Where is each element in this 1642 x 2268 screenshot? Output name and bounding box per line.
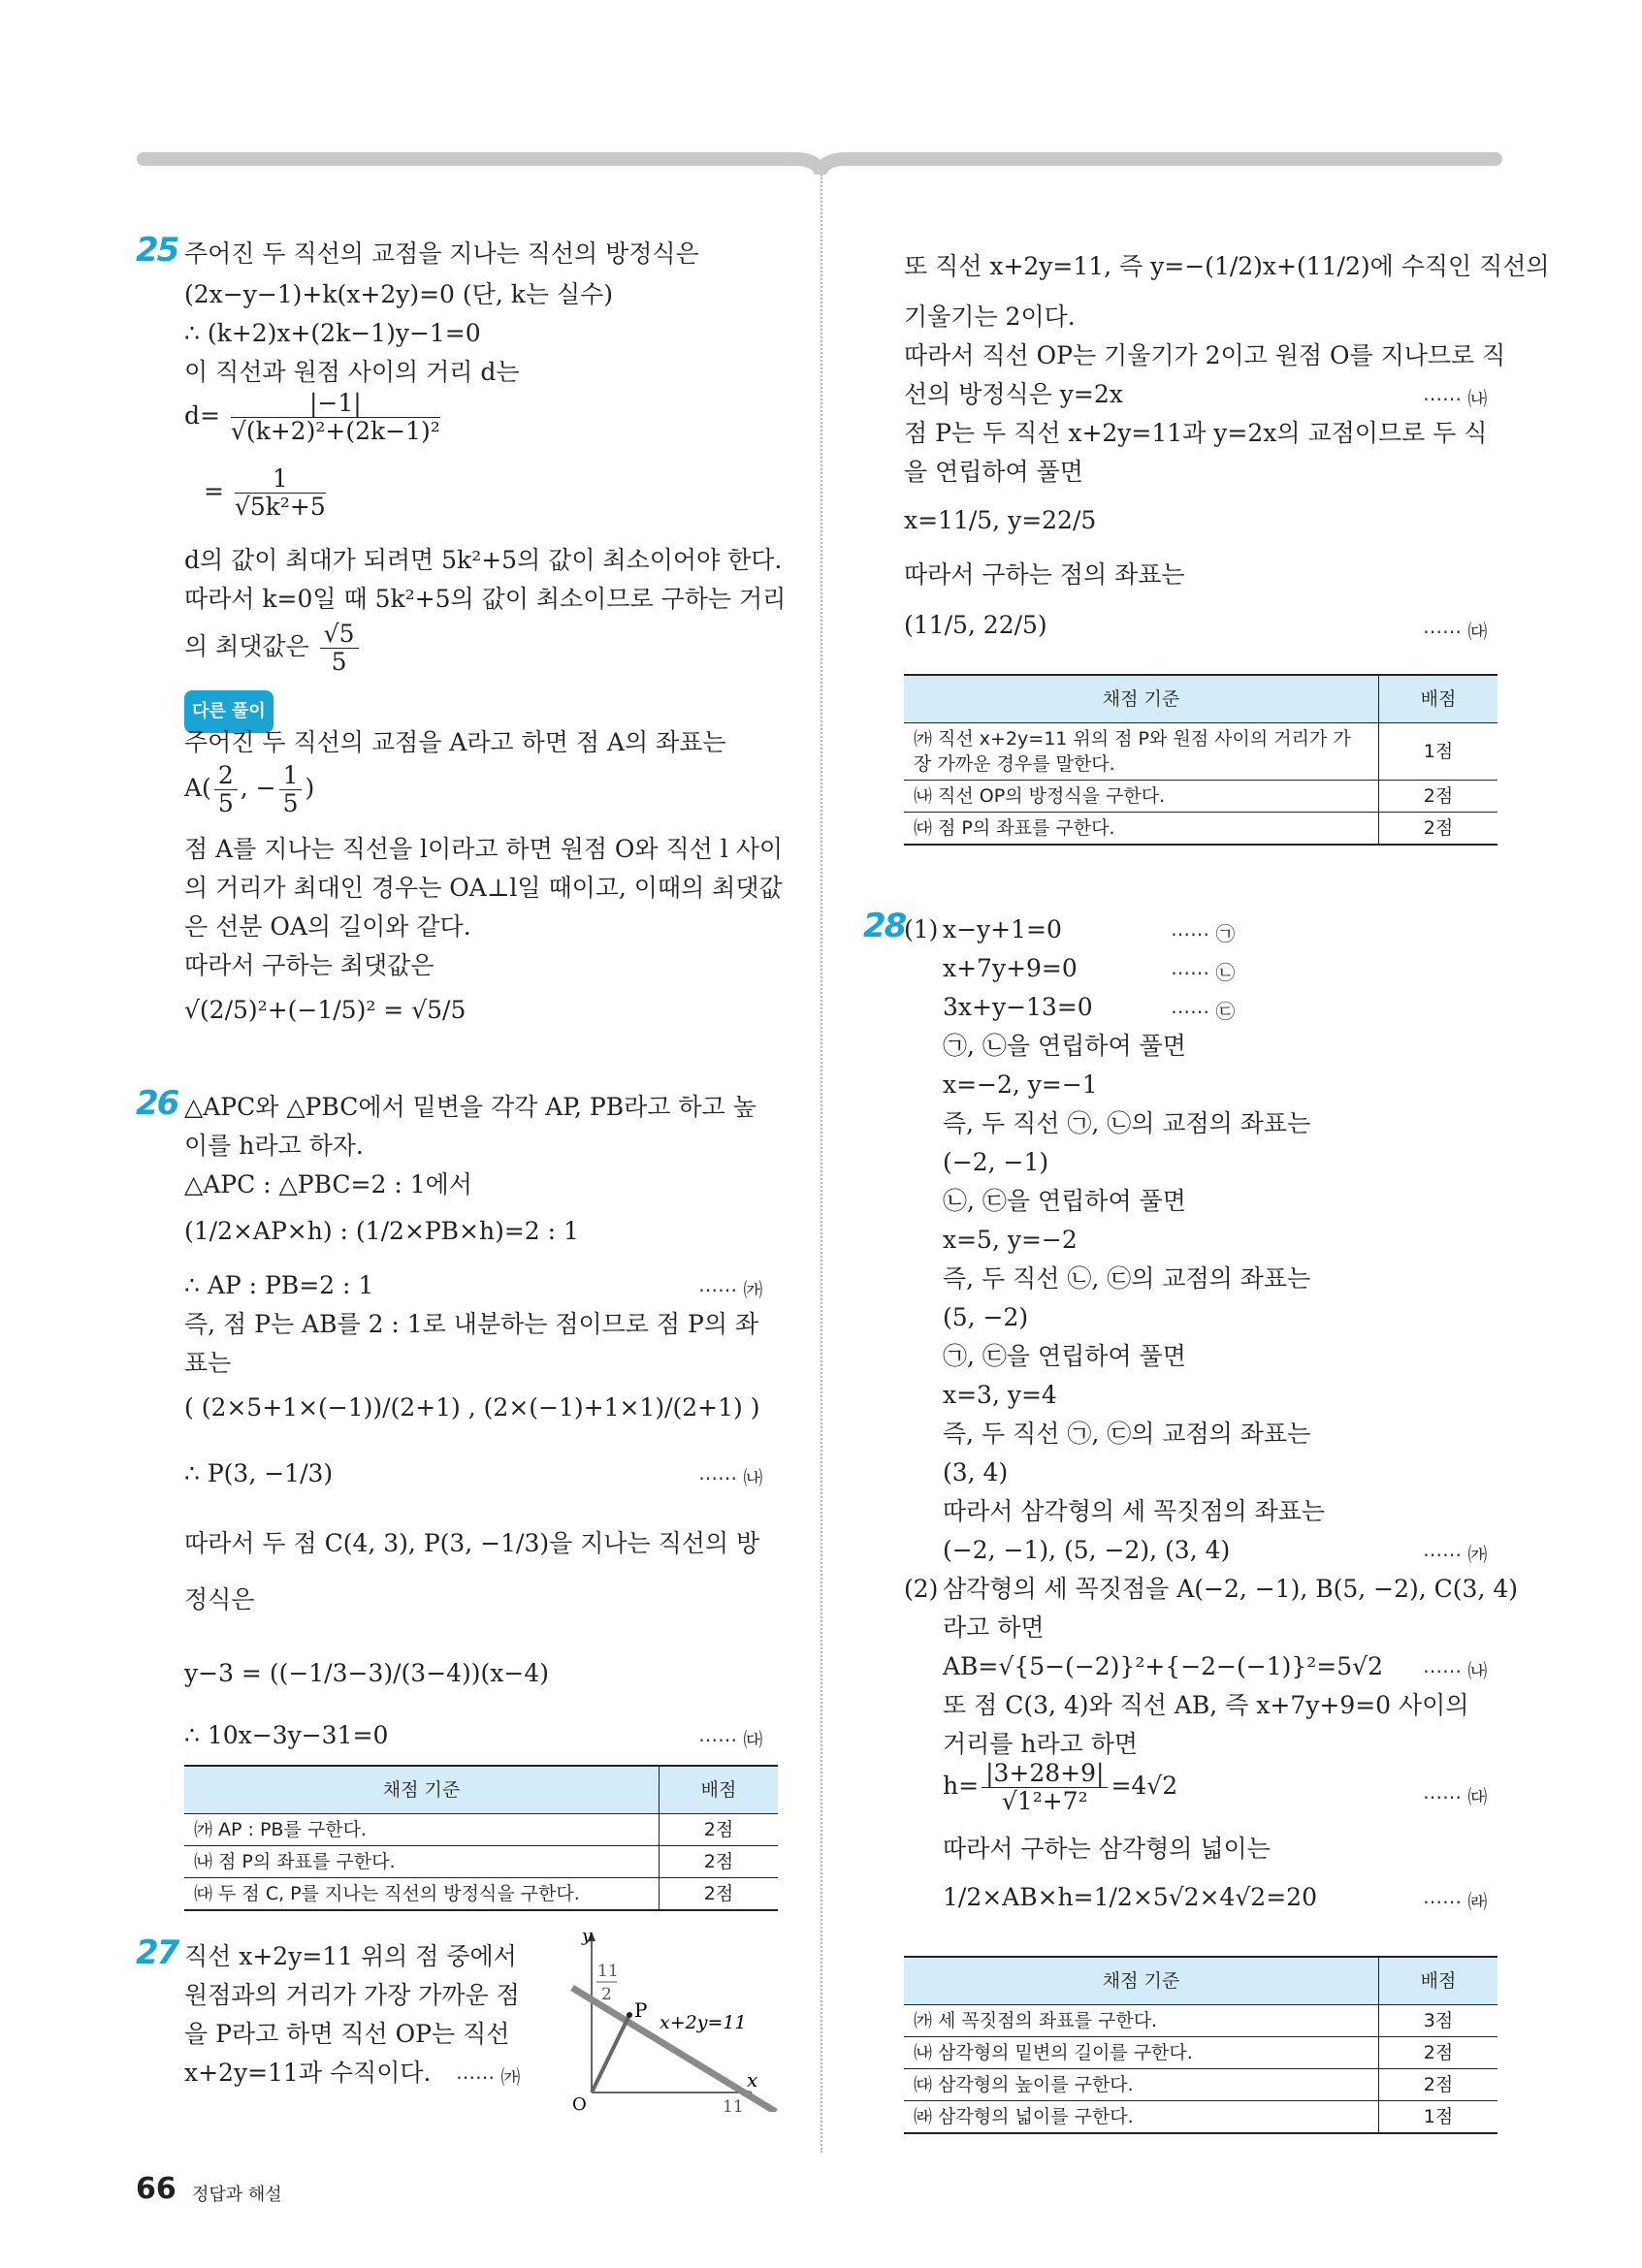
a2-f2-num: 1 bbox=[279, 762, 303, 790]
d-lhs: d= bbox=[184, 401, 220, 430]
points-cell: 2점 bbox=[660, 1814, 779, 1846]
q25-line-2: (2x−y−1)+k(x+2y)=0 (단, k는 실수) bbox=[184, 280, 614, 308]
a2-mid: , − bbox=[240, 774, 276, 802]
q25-line-6: 따라서 k=0일 때 5k²+5의 값이 최소이므로 구하는 거리 bbox=[184, 585, 787, 613]
table-row bbox=[904, 2005, 1497, 2037]
a2-f2-den: 5 bbox=[282, 789, 299, 817]
h-rhs: =4√2 bbox=[1111, 1772, 1178, 1800]
q28-eq-2: x+7y+9=0 bbox=[943, 954, 1078, 982]
table-row bbox=[904, 2037, 1497, 2069]
points-cell: 2점 bbox=[1379, 2069, 1498, 2101]
q27-line-3: 을 P라고 하면 직선 OP는 직선 bbox=[184, 2020, 510, 2048]
q28-mark-da: ⋯⋯ ㈐ bbox=[1423, 1785, 1488, 1808]
q28-step-1: ㉠, ㉡을 연립하여 풀면 bbox=[943, 1032, 1186, 1060]
q25-answer-line bbox=[184, 621, 362, 676]
q28-part2-line-5: 거리를 h라고 하면 bbox=[943, 1730, 1139, 1758]
q28-step-7: 즉, 두 직선 ㉡, ㉢의 교점의 좌표는 bbox=[943, 1264, 1311, 1293]
q28-step-8: (5, −2) bbox=[943, 1303, 1029, 1331]
column-divider bbox=[821, 175, 822, 2153]
q28-part2-line-2: 라고 하면 bbox=[943, 1613, 1045, 1642]
table-row bbox=[184, 1878, 778, 1911]
q26-line-11: 정식은 bbox=[184, 1585, 255, 1613]
q25-distance-formula bbox=[184, 390, 443, 445]
points-cell: 1점 bbox=[1379, 723, 1498, 781]
q28-part2-line-4: 또 점 C(3, 4)와 직선 AB, 즉 x+7y+9=0 사이의 bbox=[943, 1691, 1469, 1719]
h-fraction bbox=[982, 1760, 1108, 1815]
y-intercept-denominator: 2 bbox=[601, 1985, 612, 2004]
a2-f1-num: 2 bbox=[214, 762, 238, 790]
d-denominator: √(k+2)²+(2k−1)² bbox=[230, 417, 440, 445]
q26-line-1: △APC와 △PBC에서 밑변을 각각 AP, PB라고 하고 높 bbox=[184, 1093, 757, 1121]
q27-line-1: 직선 x+2y=11 위의 점 중에서 bbox=[184, 1942, 517, 1970]
q26-mark-na: ⋯⋯ ㈏ bbox=[698, 1466, 763, 1489]
q27-scoring-table bbox=[904, 674, 1497, 846]
points-cell: 2점 bbox=[1379, 781, 1498, 813]
q26-line-13: ∴ 10x−3y−31=0 bbox=[184, 1721, 389, 1749]
criteria-cell: ㈎ 세 꼭짓점의 좌표를 구한다. bbox=[904, 2005, 1379, 2037]
q28-part2-line-1: 삼각형의 세 꼭짓점을 A(−2, −1), B(5, −2), C(3, 4) bbox=[943, 1575, 1519, 1603]
q28-step-4: (−2, −1) bbox=[943, 1148, 1049, 1176]
q26-line-4: (1/2×AP×h) : (1/2×PB×h)=2 : 1 bbox=[184, 1217, 579, 1245]
q28-step-5: ㉡, ㉢을 연립하여 풀면 bbox=[943, 1187, 1186, 1215]
points-cell: 1점 bbox=[1379, 2101, 1498, 2134]
criteria-cell: ㈏ 직선 OP의 방정식을 구한다. bbox=[904, 781, 1379, 813]
alt-line-1: 주어진 두 직선의 교점을 A라고 하면 점 A의 좌표는 bbox=[184, 728, 726, 756]
q28-mark-ga: ⋯⋯ ㈎ bbox=[1423, 1543, 1488, 1566]
e2-lhs: = bbox=[204, 477, 224, 505]
q28-part-1: (1) bbox=[904, 915, 939, 943]
question-number-25: 25 bbox=[136, 231, 178, 270]
q26-line-2: 이를 h라고 하자. bbox=[184, 1132, 364, 1160]
alt-line-4: 의 거리가 최대인 경우는 OA⊥l일 때이고, 이때의 최댓값 bbox=[184, 874, 783, 902]
q28-label-3: ⋯⋯ ㉢ bbox=[1171, 1000, 1236, 1023]
q26-line-5: ∴ AP : PB=2 : 1 bbox=[184, 1271, 374, 1299]
a2-f1-den: 5 bbox=[217, 789, 234, 817]
q26-mark-da: ⋯⋯ ㈐ bbox=[698, 1728, 763, 1751]
answer-numerator: √5 bbox=[320, 621, 359, 649]
q25-answer bbox=[320, 621, 359, 676]
q26-line-7: 표는 bbox=[184, 1349, 232, 1377]
q26-line-9: ∴ P(3, −1/3) bbox=[184, 1459, 334, 1487]
q28-label-2: ⋯⋯ ㉡ bbox=[1171, 961, 1236, 984]
q28-step-9: ㉠, ㉢을 연립하여 풀면 bbox=[943, 1342, 1186, 1370]
q27-line-2: 원점과의 거리가 가장 가까운 점 bbox=[184, 1981, 520, 2009]
table-row bbox=[904, 813, 1497, 846]
q28-step-14: (−2, −1), (5, −2), (3, 4) bbox=[943, 1536, 1231, 1564]
table-header bbox=[904, 1957, 1497, 2005]
q26-line-8: ( (2×5+1×(−1))/(2+1) , (2×(−1)+1×1)/(2+1) ) bbox=[184, 1393, 760, 1421]
q27-right-line-1: 또 직선 x+2y=11, 즉 y=−(1/2)x+(11/2)에 수직인 직선의 bbox=[904, 252, 1550, 280]
q26-line-10: 따라서 두 점 C(4, 3), P(3, −1/3)을 지나는 직선의 방 bbox=[184, 1529, 760, 1557]
h-numerator: |3+28+9| bbox=[982, 1760, 1108, 1788]
table-row bbox=[184, 1814, 778, 1846]
q28-scoring-table bbox=[904, 1956, 1497, 2134]
criteria-header: 채점 기준 bbox=[904, 675, 1379, 723]
q28-part-2: (2) bbox=[904, 1575, 939, 1603]
e2-fraction bbox=[235, 465, 326, 521]
points-cell: 3점 bbox=[1379, 2005, 1498, 2037]
table-row bbox=[184, 1846, 778, 1878]
table-header bbox=[184, 1766, 778, 1814]
q27-mark-na: ⋯⋯ ㈏ bbox=[1423, 387, 1488, 410]
points-header: 배점 bbox=[1379, 675, 1498, 723]
question-number-27: 27 bbox=[136, 1933, 178, 1972]
origin-label: O bbox=[572, 2094, 587, 2112]
points-header: 배점 bbox=[660, 1766, 779, 1814]
d-numerator: |−1| bbox=[231, 390, 440, 418]
e2-numerator: 1 bbox=[235, 465, 326, 494]
q28-part2-line-8: 1/2×AB×h=1/2×5√2×4√2=20 bbox=[943, 1883, 1317, 1911]
q28-step-2: x=−2, y=−1 bbox=[943, 1070, 1098, 1099]
q27-right-line-8: 따라서 구하는 점의 좌표는 bbox=[904, 560, 1185, 589]
criteria-cell: ㈏ 점 P의 좌표를 구한다. bbox=[184, 1846, 660, 1878]
q28-label-1: ⋯⋯ ㉠ bbox=[1171, 922, 1236, 945]
alt-line-6: 따라서 구하는 최댓값은 bbox=[184, 951, 435, 979]
q25-line-5: d의 값이 최대가 되려면 5k²+5의 값이 최소이어야 한다. bbox=[184, 546, 783, 574]
q25-line-4: 이 직선과 원점 사이의 거리 d는 bbox=[184, 358, 520, 386]
alt-line-7: √(2/5)²+(−1/5)² = √5/5 bbox=[184, 996, 467, 1024]
q28-step-3: 즉, 두 직선 ㉠, ㉡의 교점의 좌표는 bbox=[943, 1109, 1311, 1137]
q27-right-line-7: x=11/5, y=22/5 bbox=[904, 506, 1097, 534]
q27-right-line-3: 따라서 직선 OP는 기울기가 2이고 원점 O를 지나므로 직 bbox=[904, 341, 1506, 369]
q25-line-1: 주어진 두 직선의 교점을 지나는 직선의 방정식은 bbox=[184, 240, 699, 268]
e2-denominator: √5k²+5 bbox=[234, 493, 326, 521]
q27-right-line-5: 점 P는 두 직선 x+2y=11과 y=2x의 교점이므로 두 식 bbox=[904, 419, 1488, 447]
table-row bbox=[904, 723, 1497, 781]
criteria-cell: ㈐ 두 점 C, P를 지나는 직선의 방정식을 구한다. bbox=[184, 1878, 660, 1911]
d-fraction bbox=[231, 390, 440, 445]
table-header bbox=[904, 675, 1497, 723]
q28-mark-na: ⋯⋯ ㈏ bbox=[1423, 1659, 1488, 1682]
a2-frac-2 bbox=[279, 762, 303, 817]
q28-part2-line-7: 따라서 구하는 삼각형의 넓이는 bbox=[943, 1835, 1271, 1863]
q28-step-10: x=3, y=4 bbox=[943, 1381, 1057, 1409]
points-cell: 2점 bbox=[1379, 2037, 1498, 2069]
alt-line-5: 은 선분 OA의 길이와 같다. bbox=[184, 912, 471, 941]
q25-line-7: 의 최댓값은 bbox=[184, 632, 309, 660]
q25-distance-simplified bbox=[204, 465, 329, 521]
q28-step-12: (3, 4) bbox=[943, 1458, 1009, 1486]
y-intercept-numerator: 11 bbox=[597, 1962, 619, 1981]
table-row bbox=[904, 781, 1497, 813]
q28-height-formula bbox=[943, 1760, 1177, 1815]
alt-point-A bbox=[184, 762, 314, 817]
q27-right-line-9: (11/5, 22/5) bbox=[904, 611, 1047, 639]
points-cell: 2점 bbox=[660, 1878, 779, 1911]
q27-line-4: x+2y=11과 수직이다. bbox=[184, 2059, 432, 2087]
q28-eq-3: 3x+y−13=0 bbox=[943, 993, 1093, 1021]
q28-mark-ra: ⋯⋯ ㈑ bbox=[1423, 1890, 1488, 1913]
criteria-cell: ㈑ 삼각형의 넓이를 구한다. bbox=[904, 2101, 1379, 2134]
question-number-28: 28 bbox=[863, 907, 906, 945]
q26-mark-ga: ⋯⋯ ㈎ bbox=[698, 1278, 763, 1301]
point-P-label: P bbox=[634, 1998, 648, 2022]
alt-line-3: 점 A를 지나는 직선을 l이라고 하면 원점 O와 직선 l 사이 bbox=[184, 835, 784, 863]
x-axis-label: x bbox=[747, 2068, 758, 2092]
criteria-header: 채점 기준 bbox=[184, 1766, 660, 1814]
q25-line-3: ∴ (k+2)x+(2k−1)y−1=0 bbox=[184, 319, 481, 347]
top-divider-bar bbox=[136, 145, 1503, 175]
x-intercept-label: 11 bbox=[723, 2097, 744, 2112]
q27-graph bbox=[553, 1928, 786, 2112]
q26-line-12: y−3 = ((−1/3−3)/(3−4))(x−4) bbox=[184, 1659, 550, 1687]
criteria-header: 채점 기준 bbox=[904, 1957, 1379, 2005]
y-axis-label: y bbox=[582, 1928, 593, 1946]
q28-step-13: 따라서 삼각형의 세 꼭짓점의 좌표는 bbox=[943, 1497, 1326, 1525]
points-header: 배점 bbox=[1379, 1957, 1498, 2005]
q28-part2-line-3: AB=√{5−(−2)}²+{−2−(−1)}²=5√2 bbox=[943, 1652, 1383, 1680]
q27-mark-ga: ⋯⋯ ㈎ bbox=[456, 2065, 521, 2089]
points-cell: 2점 bbox=[1379, 813, 1498, 846]
alternative-solution-badge: 다른 풀이 bbox=[184, 690, 274, 733]
a2-pre: A( bbox=[184, 774, 211, 802]
criteria-cell: ㈎ AP : PB를 구한다. bbox=[184, 1814, 660, 1846]
table-row bbox=[904, 2101, 1497, 2134]
page-number: 66 bbox=[136, 2172, 177, 2206]
q26-scoring-table bbox=[184, 1765, 778, 1911]
q26-line-3: △APC : △PBC=2 : 1에서 bbox=[184, 1170, 472, 1198]
q27-right-line-2: 기울기는 2이다. bbox=[904, 303, 1076, 331]
answer-denominator: 5 bbox=[331, 648, 347, 676]
h-lhs: h= bbox=[943, 1772, 980, 1800]
q27-right-line-6: 을 연립하여 풀면 bbox=[904, 458, 1083, 486]
q28-step-11: 즉, 두 직선 ㉠, ㉢의 교점의 좌표는 bbox=[943, 1420, 1311, 1448]
a2-post: ) bbox=[305, 774, 315, 802]
question-number-26: 26 bbox=[136, 1084, 178, 1123]
a2-frac-1 bbox=[214, 762, 238, 817]
line-equation-label: x+2y=11 bbox=[660, 2012, 747, 2033]
q28-step-6: x=5, y=−2 bbox=[943, 1226, 1078, 1254]
q27-right-line-4: 선의 방정식은 y=2x bbox=[904, 380, 1123, 408]
criteria-cell: ㈐ 삼각형의 높이를 구한다. bbox=[904, 2069, 1379, 2101]
criteria-cell: ㈏ 삼각형의 밑변의 길이를 구한다. bbox=[904, 2037, 1379, 2069]
criteria-cell: ㈎ 직선 x+2y=11 위의 점 P와 원점 사이의 거리가 가장 가까운 경우를 말한다. bbox=[904, 723, 1379, 781]
footer-section-title: 정답과 해설 bbox=[192, 2185, 282, 2205]
h-denominator: √1²+7² bbox=[1001, 1787, 1088, 1815]
q27-mark-da: ⋯⋯ ㈐ bbox=[1423, 620, 1488, 643]
criteria-cell: ㈐ 점 P의 좌표를 구한다. bbox=[904, 813, 1379, 846]
q26-line-6: 즉, 점 P는 AB를 2 : 1로 내분하는 점이므로 점 P의 좌 bbox=[184, 1310, 759, 1338]
q28-eq-1: x−y+1=0 bbox=[943, 915, 1062, 943]
table-row bbox=[904, 2069, 1497, 2101]
points-cell: 2점 bbox=[660, 1846, 779, 1878]
